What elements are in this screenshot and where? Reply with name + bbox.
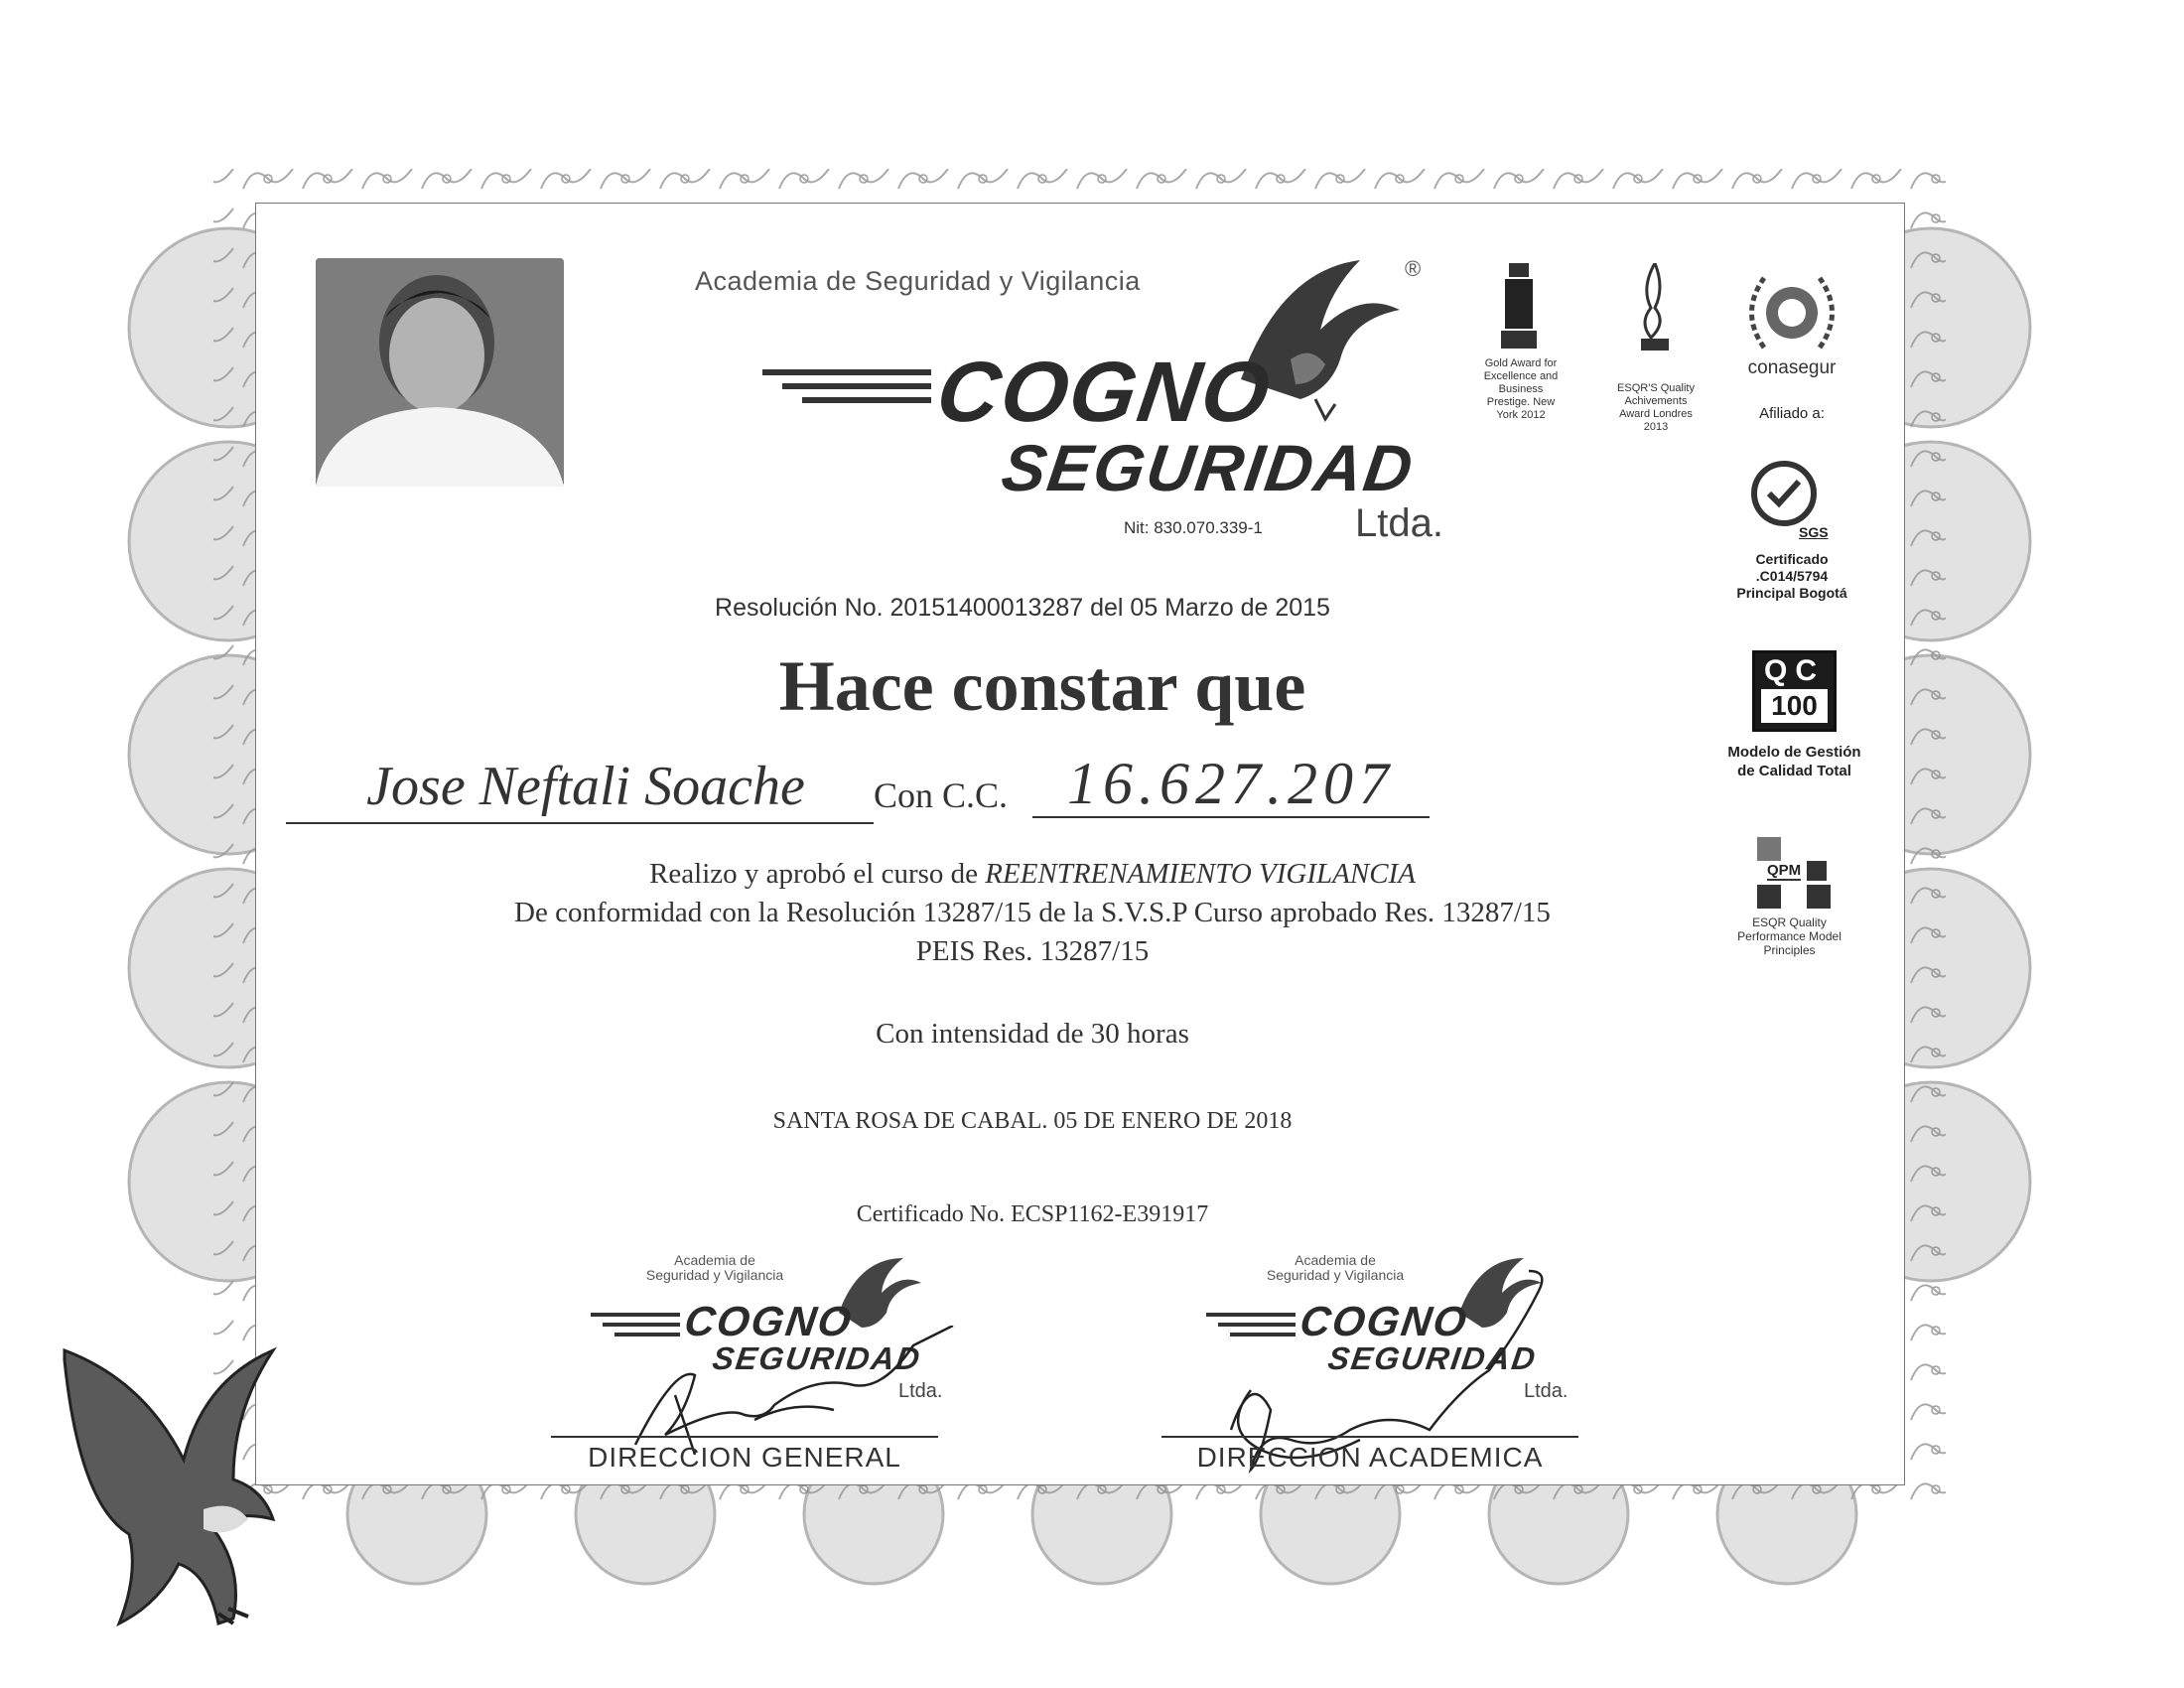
sig-right-academy-line2: Seguridad y Vigilancia [1266, 1267, 1405, 1283]
sig-right-brand-cogno: COGNO [1297, 1298, 1472, 1344]
sig-left-title: DIRECCION GENERAL [588, 1442, 901, 1473]
sig-right-brand-seguridad: SEGURIDAD [1325, 1340, 1540, 1376]
heading: Hace constar que [778, 646, 1306, 726]
certificate-number: ECSP1162-E391917 [1011, 1201, 1209, 1227]
registered-mark: ® [1405, 256, 1422, 281]
portrait-icon [316, 258, 564, 487]
qc100-badge [1752, 650, 1837, 732]
qc-text: QC [1764, 654, 1825, 687]
sig-left-brand-seguridad: SEGURIDAD [710, 1340, 924, 1376]
course-line [347, 858, 1717, 891]
esqr-award-text: ESQR'S Quality Achivements Award Londres 2013 [1617, 382, 1695, 433]
sig-left-line [551, 1436, 938, 1438]
gold-award-text: Gold Award for Excellence and Business Prestige. New York 2012 [1483, 357, 1559, 421]
sig-right-academy-line1: Academia de [1295, 1252, 1376, 1268]
qc-100-text: 100 [1761, 689, 1828, 723]
conformity-line: De conformidad con la Resolución 13287/15 de la S.V.S.P Curso aprobado Res. 13287/15 [514, 897, 1551, 928]
nit-number: Nit: 830.070.339-1 [1124, 518, 1263, 537]
esqr-trophy-icon [1635, 263, 1675, 352]
gold-award-icon [1501, 263, 1537, 352]
sig-right-title: DIRECCION ACADEMICA [1196, 1442, 1544, 1473]
speed-lines-icon [762, 369, 931, 419]
peis-line: PEIS Res. 13287/15 [915, 935, 1150, 967]
corner-eagle-icon [55, 1331, 313, 1628]
sig-left-academy [615, 1253, 814, 1283]
certificate-number-label: Certificado No. [856, 1201, 1006, 1227]
cc-underline [1032, 816, 1430, 818]
brand-ltda: Ltda. [1355, 501, 1443, 545]
intensity-line: Con intensidad de 30 horas [876, 1018, 1189, 1050]
course-prefix: Realizo y aprobó el curso de [649, 858, 979, 890]
cc-label: Con C.C. [874, 775, 1009, 815]
sig-left-brand-cogno: COGNO [681, 1298, 857, 1344]
sig-right-line [1161, 1436, 1578, 1438]
qc100-text: Modelo de Gestión de Calidad Total [1727, 744, 1861, 779]
sig-right-ltda: Ltda. [1524, 1380, 1569, 1402]
place-date: SANTA ROSA DE CABAL. 05 DE ENERO DE 2018 [772, 1108, 1293, 1134]
qpm-mark: QPM [1767, 862, 1802, 879]
sgs-certificate-text: Certificado .C014/5794 Principal Bogotá [1736, 551, 1847, 601]
conasegur-emblem-icon [1744, 268, 1840, 357]
brand-seguridad: SEGURIDAD [997, 431, 1420, 504]
certificate-number-line [347, 1201, 1717, 1228]
academy-title: Academia de Seguridad y Vigilancia [695, 266, 1141, 296]
photo [316, 258, 564, 487]
resolution-line: Resolución No. 20151400013287 del 05 Marzo de 2015 [715, 594, 1330, 622]
sig-left-academy-line2: Seguridad y Vigilancia [645, 1267, 784, 1283]
afiliado-label: Afiliado a: [1759, 405, 1825, 422]
name-underline [286, 822, 874, 824]
sig-left-ltda: Ltda. [898, 1380, 943, 1402]
recipient-name: Jose Neftali Soache [366, 756, 805, 817]
course-name: REENTRENAMIENTO VIGILANCIA [985, 858, 1416, 890]
sig-left-academy-line1: Academia de [674, 1252, 755, 1268]
conasegur-name: conasegur [1747, 357, 1837, 378]
sgs-mark: SGS [1799, 524, 1829, 540]
brand-cogno: COGNO [931, 345, 1278, 440]
qpm-text: ESQR Quality Performance Model Principles [1737, 915, 1842, 957]
cc-number: 16.627.207 [1067, 751, 1395, 816]
sgs-certified-icon [1749, 459, 1819, 528]
